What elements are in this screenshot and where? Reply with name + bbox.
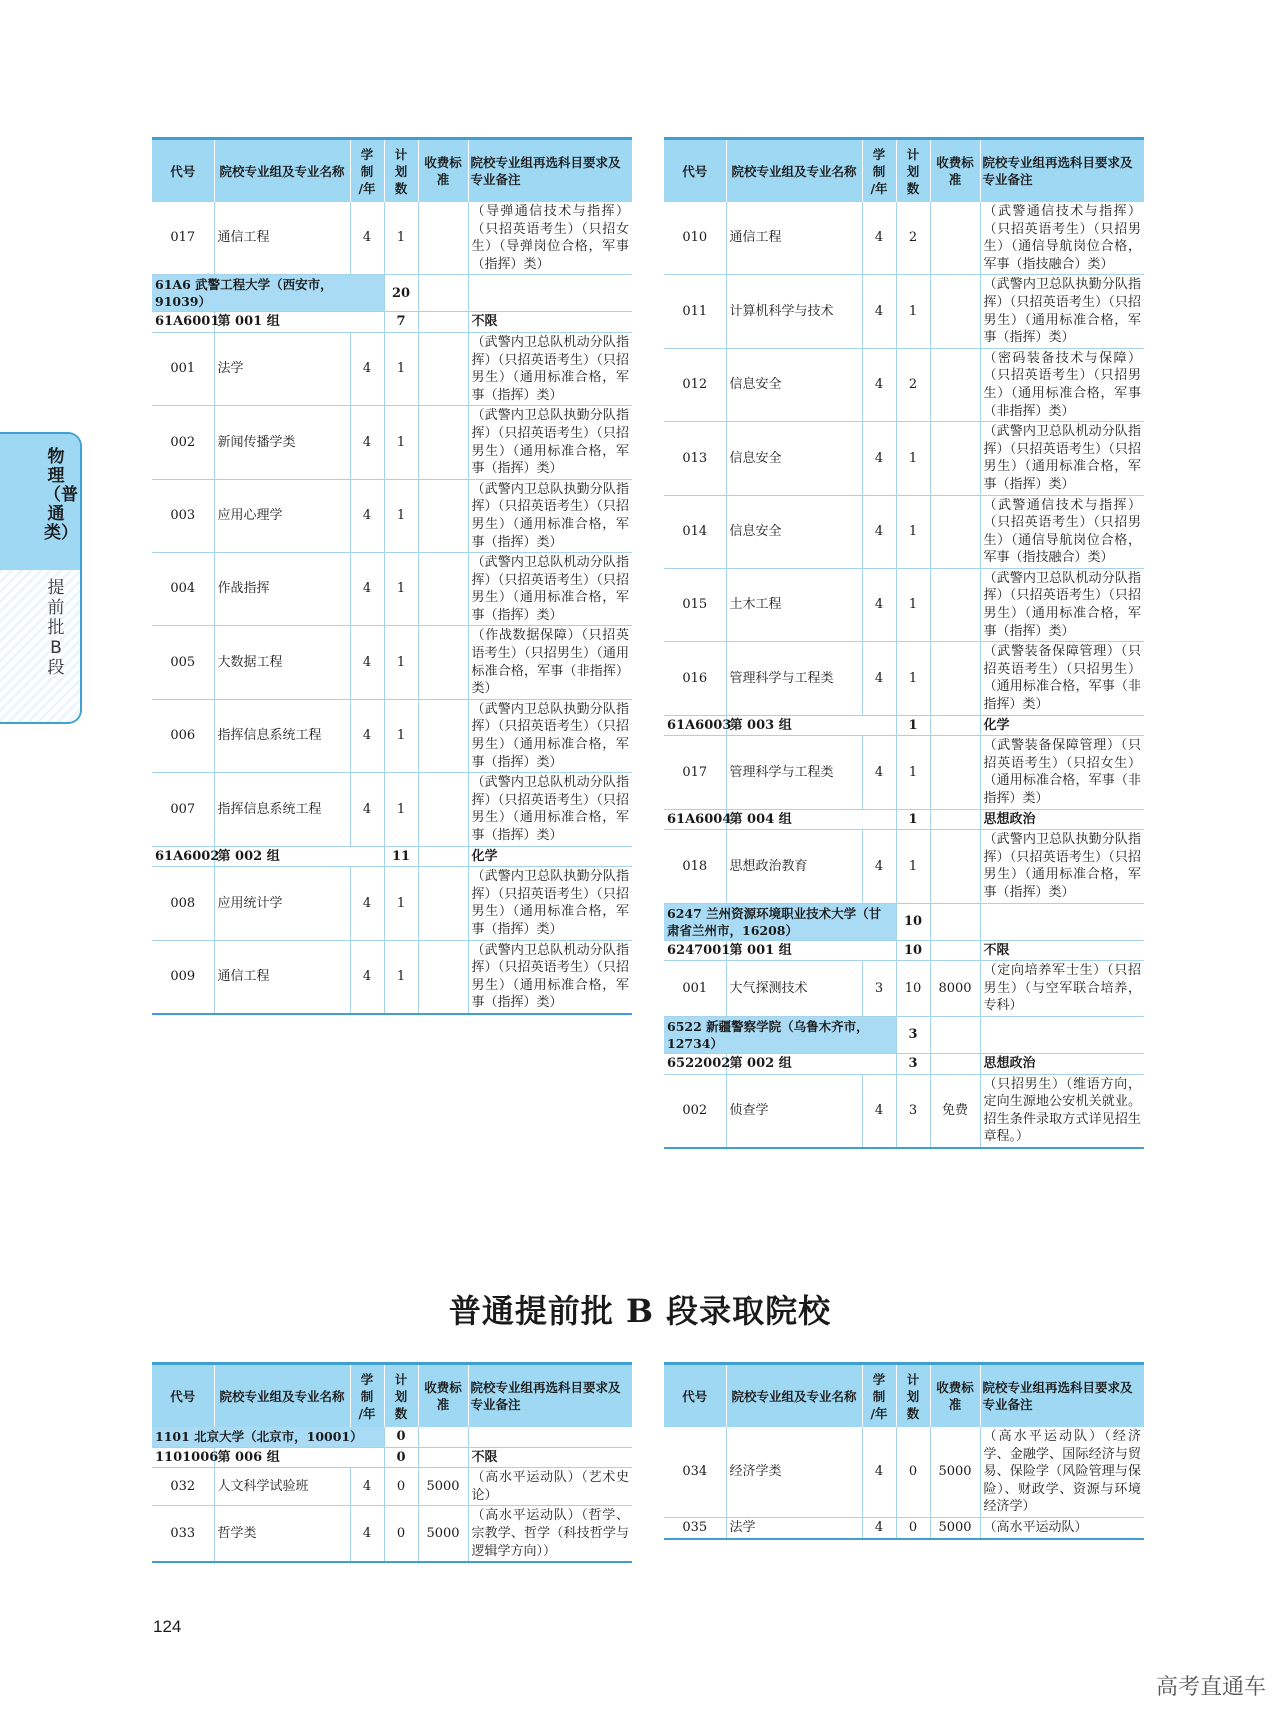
major-code: 035 xyxy=(664,1517,726,1538)
major-fee: 5000 xyxy=(418,1506,468,1562)
major-years: 4 xyxy=(862,495,896,568)
major-years: 4 xyxy=(350,1468,384,1506)
major-row xyxy=(152,699,632,772)
major-row xyxy=(152,479,632,552)
major-plan: 1 xyxy=(384,867,418,940)
university-row xyxy=(664,903,1144,940)
university-fee xyxy=(418,275,468,312)
major-row xyxy=(664,1517,1144,1538)
major-plan: 0 xyxy=(896,1427,930,1517)
major-years: 4 xyxy=(350,940,384,1014)
major-fee xyxy=(930,202,980,275)
group-subject: 不限 xyxy=(468,312,632,333)
major-fee xyxy=(930,348,980,421)
group-name: 第 006 组 xyxy=(214,1447,384,1468)
major-code: 017 xyxy=(664,736,726,809)
major-row xyxy=(664,348,1144,421)
major-plan: 1 xyxy=(896,495,930,568)
major-name: 侦查学 xyxy=(726,1074,862,1148)
group-fee xyxy=(930,715,980,736)
side-tab-category: 物理（普通类） xyxy=(44,447,78,543)
major-code: 014 xyxy=(664,495,726,568)
major-code: 004 xyxy=(152,553,214,626)
group-code: 61A6002 xyxy=(152,846,214,867)
major-name: 信息安全 xyxy=(726,495,862,568)
major-name: 人文科学试验班 xyxy=(214,1468,350,1506)
major-fee xyxy=(418,202,468,275)
header-plan: 计 划 数 xyxy=(896,1364,930,1428)
group-plan: 11 xyxy=(384,846,418,867)
major-code: 013 xyxy=(664,422,726,495)
major-code: 034 xyxy=(664,1427,726,1517)
group-fee xyxy=(418,312,468,333)
table-bottom-left xyxy=(152,1362,632,1563)
major-fee xyxy=(418,773,468,846)
watermark: 高考直通车 xyxy=(1155,1675,1266,1700)
major-note: （武警内卫总队机动分队指挥）（只招英语考生）（只招男生）（通用标准合格，军事（指挥）类） xyxy=(468,553,632,626)
major-fee xyxy=(930,495,980,568)
group-code: 61A6001 xyxy=(152,312,214,333)
major-row xyxy=(152,1468,632,1506)
major-code: 005 xyxy=(152,626,214,699)
major-note: （武警内卫总队机动分队指挥）（只招英语考生）（只招男生）（通用标准合格，军事（指挥）类） xyxy=(980,568,1144,641)
major-row xyxy=(152,553,632,626)
header-fee: 收费标准 xyxy=(930,139,980,203)
group-name: 第 001 组 xyxy=(726,940,896,961)
major-note: （武警内卫总队机动分队指挥）（只招英语考生）（只招男生）（通用标准合格，军事（指挥）类） xyxy=(468,940,632,1014)
group-subject: 不限 xyxy=(468,1447,632,1468)
major-plan: 1 xyxy=(384,332,418,405)
group-plan: 7 xyxy=(384,312,418,333)
header-code: 代号 xyxy=(664,139,726,203)
group-code: 6522002 xyxy=(664,1053,726,1074)
group-code: 6247001 xyxy=(664,940,726,961)
major-name: 计算机科学与技术 xyxy=(726,275,862,348)
major-code: 008 xyxy=(152,867,214,940)
header-code: 代号 xyxy=(664,1364,726,1428)
major-code: 001 xyxy=(664,961,726,1017)
header-fee: 收费标准 xyxy=(418,1364,468,1428)
major-code: 015 xyxy=(664,568,726,641)
major-fee xyxy=(418,699,468,772)
university-name: 61A6 武警工程大学（西安市，91039） xyxy=(152,275,384,312)
university-fee xyxy=(930,1016,980,1053)
group-row xyxy=(664,1053,1144,1074)
major-fee: 5000 xyxy=(930,1517,980,1538)
major-plan: 1 xyxy=(384,773,418,846)
header-note: 院校专业组再选科目要求及专业备注 xyxy=(980,139,1144,203)
university-row xyxy=(152,275,632,312)
header-name: 院校专业组及专业名称 xyxy=(726,139,862,203)
major-note: （武警内卫总队机动分队指挥）（只招英语考生）（只招男生）（通用标准合格，军事（指挥）类） xyxy=(980,422,1144,495)
major-years: 4 xyxy=(862,830,896,903)
major-plan: 1 xyxy=(896,568,930,641)
major-years: 4 xyxy=(862,642,896,715)
group-name: 第 002 组 xyxy=(214,846,384,867)
group-name: 第 003 组 xyxy=(726,715,896,736)
header-note: 院校专业组再选科目要求及专业备注 xyxy=(980,1364,1144,1428)
major-fee: 8000 xyxy=(930,961,980,1017)
header-name: 院校专业组及专业名称 xyxy=(726,1364,862,1428)
major-row xyxy=(152,940,632,1014)
major-years: 3 xyxy=(862,961,896,1017)
major-fee xyxy=(930,422,980,495)
table-top-left xyxy=(152,137,632,1015)
group-fee xyxy=(418,846,468,867)
major-name: 大数据工程 xyxy=(214,626,350,699)
major-row xyxy=(664,568,1144,641)
group-plan: 0 xyxy=(384,1447,418,1468)
university-plan: 20 xyxy=(384,275,418,312)
major-fee xyxy=(418,332,468,405)
group-fee xyxy=(930,809,980,830)
header-row xyxy=(152,1364,632,1428)
major-name: 法学 xyxy=(726,1517,862,1538)
major-plan: 1 xyxy=(896,830,930,903)
major-plan: 1 xyxy=(384,626,418,699)
major-code: 010 xyxy=(664,202,726,275)
header-years: 学 制 /年 xyxy=(862,139,896,203)
major-note: （武警装备保障管理）（只招英语考生）（只招男生）（通用标准合格，军事（非指挥）类） xyxy=(980,642,1144,715)
major-code: 017 xyxy=(152,202,214,275)
major-years: 4 xyxy=(350,202,384,275)
group-plan: 3 xyxy=(896,1053,930,1074)
major-code: 007 xyxy=(152,773,214,846)
major-code: 033 xyxy=(152,1506,214,1562)
major-name: 经济学类 xyxy=(726,1427,862,1517)
major-row xyxy=(152,867,632,940)
group-row xyxy=(152,846,632,867)
major-fee xyxy=(418,553,468,626)
major-years: 4 xyxy=(862,568,896,641)
major-row xyxy=(664,642,1144,715)
major-note: （高水平运动队）（艺术史论） xyxy=(468,1468,632,1506)
major-row xyxy=(664,275,1144,348)
major-note: （只招男生）（维语方向，定向生源地公安机关就业。招生条件录取方式详见招生章程。） xyxy=(980,1074,1144,1148)
major-note: （武警内卫总队执勤分队指挥）（只招英语考生）（只招男生）（通用标准合格，军事（指挥）类） xyxy=(980,830,1144,903)
group-subject: 思想政治 xyxy=(980,1053,1144,1074)
university-note xyxy=(468,1427,632,1447)
header-note: 院校专业组再选科目要求及专业备注 xyxy=(468,1364,632,1428)
major-years: 4 xyxy=(862,1427,896,1517)
major-name: 通信工程 xyxy=(214,202,350,275)
group-row xyxy=(664,715,1144,736)
major-fee xyxy=(418,867,468,940)
group-name: 第 001 组 xyxy=(214,312,384,333)
major-years: 4 xyxy=(862,736,896,809)
major-row xyxy=(664,422,1144,495)
major-plan: 1 xyxy=(384,202,418,275)
header-row xyxy=(664,139,1144,203)
major-fee xyxy=(418,479,468,552)
table-bottom-right xyxy=(664,1362,1144,1540)
group-name: 第 002 组 xyxy=(726,1053,896,1074)
university-plan: 0 xyxy=(384,1427,418,1447)
group-plan: 1 xyxy=(896,809,930,830)
group-fee xyxy=(418,1447,468,1468)
major-row xyxy=(664,1427,1144,1517)
major-years: 4 xyxy=(862,1517,896,1538)
header-row xyxy=(664,1364,1144,1428)
major-row xyxy=(152,1506,632,1562)
group-subject: 不限 xyxy=(980,940,1144,961)
major-name: 新闻传播学类 xyxy=(214,406,350,479)
major-plan: 1 xyxy=(896,275,930,348)
major-note: （高水平运动队） xyxy=(980,1517,1144,1538)
major-note: （武警内卫总队机动分队指挥）（只招英语考生）（只招男生）（通用标准合格，军事（指挥）类） xyxy=(468,773,632,846)
major-code: 006 xyxy=(152,699,214,772)
major-fee xyxy=(418,940,468,1014)
major-years: 4 xyxy=(350,626,384,699)
major-plan: 0 xyxy=(896,1517,930,1538)
major-name: 哲学类 xyxy=(214,1506,350,1562)
major-note: （武警内卫总队执勤分队指挥）（只招英语考生）（只招男生）（通用标准合格，军事（指挥）类） xyxy=(468,479,632,552)
major-name: 大气探测技术 xyxy=(726,961,862,1017)
major-plan: 2 xyxy=(896,348,930,421)
major-code: 002 xyxy=(152,406,214,479)
major-plan: 1 xyxy=(896,422,930,495)
major-row xyxy=(664,495,1144,568)
major-plan: 0 xyxy=(384,1468,418,1506)
major-note: （武警内卫总队执勤分队指挥）（只招英语考生）（只招男生）（通用标准合格，军事（指挥）类） xyxy=(468,867,632,940)
header-name: 院校专业组及专业名称 xyxy=(214,1364,350,1428)
university-name: 6247 兰州资源环境职业技术大学（甘肃省兰州市，16208） xyxy=(664,903,896,940)
major-years: 4 xyxy=(862,1074,896,1148)
major-plan: 1 xyxy=(384,940,418,1014)
university-note xyxy=(980,1016,1144,1053)
university-name: 1101 北京大学（北京市，10001） xyxy=(152,1427,384,1447)
university-plan: 3 xyxy=(896,1016,930,1053)
major-name: 应用统计学 xyxy=(214,867,350,940)
major-plan: 1 xyxy=(384,553,418,626)
major-plan: 1 xyxy=(384,406,418,479)
major-note: （武警内卫总队执勤分队指挥）（只招英语考生）（只招男生）（通用标准合格，军事（指挥）类） xyxy=(468,699,632,772)
major-plan: 1 xyxy=(896,736,930,809)
header-name: 院校专业组及专业名称 xyxy=(214,139,350,203)
university-note xyxy=(980,903,1144,940)
major-years: 4 xyxy=(350,406,384,479)
major-note: （作战数据保障）（只招英语考生）（只招男生）（通用标准合格，军事（非指挥）类） xyxy=(468,626,632,699)
major-years: 4 xyxy=(350,1506,384,1562)
major-fee xyxy=(930,275,980,348)
major-name: 思想政治教育 xyxy=(726,830,862,903)
major-note: （定向培养军士生）（只招男生）（与空军联合培养，专科） xyxy=(980,961,1144,1017)
major-years: 4 xyxy=(862,275,896,348)
major-note: （导弹通信技术与指挥）（只招英语考生）（只招女生）（导弹岗位合格，军事（指挥）类） xyxy=(468,202,632,275)
major-row xyxy=(152,626,632,699)
header-fee: 收费标准 xyxy=(418,139,468,203)
major-name: 信息安全 xyxy=(726,348,862,421)
major-row xyxy=(664,736,1144,809)
major-row xyxy=(152,332,632,405)
page-number: 124 xyxy=(153,1617,182,1636)
major-fee xyxy=(418,406,468,479)
header-years: 学 制 /年 xyxy=(350,1364,384,1428)
major-code: 002 xyxy=(664,1074,726,1148)
major-code: 032 xyxy=(152,1468,214,1506)
major-years: 4 xyxy=(862,348,896,421)
university-row xyxy=(152,1427,632,1447)
group-row xyxy=(664,940,1144,961)
major-note: （武警内卫总队执勤分队指挥）（只招英语考生）（只招男生）（通用标准合格，军事（指挥）类） xyxy=(468,406,632,479)
major-years: 4 xyxy=(350,479,384,552)
major-note: （武警装备保障管理）（只招英语考生）（只招女生）（通用标准合格，军事（非指挥）类） xyxy=(980,736,1144,809)
header-code: 代号 xyxy=(152,139,214,203)
major-row xyxy=(664,202,1144,275)
major-row xyxy=(664,961,1144,1017)
group-fee xyxy=(930,940,980,961)
major-note: （高水平运动队）（经济学、金融学、国际经济与贸易、保险学（风险管理与保险）、财政学、资源与环境经济学） xyxy=(980,1427,1144,1517)
group-fee xyxy=(930,1053,980,1074)
group-row xyxy=(152,1447,632,1468)
major-name: 管理科学与工程类 xyxy=(726,736,862,809)
group-code: 61A6003 xyxy=(664,715,726,736)
major-plan: 1 xyxy=(384,479,418,552)
header-code: 代号 xyxy=(152,1364,214,1428)
header-plan: 计 划 数 xyxy=(384,139,418,203)
group-plan: 1 xyxy=(896,715,930,736)
group-code: 1101006 xyxy=(152,1447,214,1468)
major-years: 4 xyxy=(350,773,384,846)
major-note: （武警通信技术与指挥）（只招英语考生）（只招男生）（通信导航岗位合格，军事（指技融合）类） xyxy=(980,202,1144,275)
major-code: 011 xyxy=(664,275,726,348)
header-years: 学 制 /年 xyxy=(350,139,384,203)
group-subject: 化学 xyxy=(468,846,632,867)
group-plan: 10 xyxy=(896,940,930,961)
header-years: 学 制 /年 xyxy=(862,1364,896,1428)
university-note xyxy=(468,275,632,312)
major-fee xyxy=(930,642,980,715)
major-note: （高水平运动队）（哲学、宗教学、哲学（科技哲学与逻辑学方向）） xyxy=(468,1506,632,1562)
header-fee: 收费标准 xyxy=(930,1364,980,1428)
major-plan: 3 xyxy=(896,1074,930,1148)
header-row xyxy=(152,139,632,203)
side-tab-lower xyxy=(0,570,80,722)
major-years: 4 xyxy=(862,202,896,275)
group-subject: 思想政治 xyxy=(980,809,1144,830)
major-fee: 5000 xyxy=(418,1468,468,1506)
major-row xyxy=(152,202,632,275)
major-plan: 10 xyxy=(896,961,930,1017)
major-name: 应用心理学 xyxy=(214,479,350,552)
major-plan: 0 xyxy=(384,1506,418,1562)
major-fee xyxy=(418,626,468,699)
major-name: 通信工程 xyxy=(726,202,862,275)
major-fee xyxy=(930,830,980,903)
major-fee: 免费 xyxy=(930,1074,980,1148)
header-note: 院校专业组再选科目要求及专业备注 xyxy=(468,139,632,203)
major-name: 作战指挥 xyxy=(214,553,350,626)
university-fee xyxy=(418,1427,468,1447)
major-fee xyxy=(930,736,980,809)
major-name: 法学 xyxy=(214,332,350,405)
table-top-right xyxy=(664,137,1144,1149)
side-tab xyxy=(0,432,82,724)
major-note: （武警通信技术与指挥）（只招英语考生）（只招男生）（通信导航岗位合格，军事（指技融合）类） xyxy=(980,495,1144,568)
major-years: 4 xyxy=(350,867,384,940)
major-years: 4 xyxy=(862,422,896,495)
major-plan: 1 xyxy=(384,699,418,772)
major-name: 指挥信息系统工程 xyxy=(214,773,350,846)
group-subject: 化学 xyxy=(980,715,1144,736)
major-note: （密码装备技术与保障）（只招英语考生）（只招男生）（通用标准合格，军事（非指挥）类） xyxy=(980,348,1144,421)
major-code: 018 xyxy=(664,830,726,903)
major-note: （武警内卫总队机动分队指挥）（只招英语考生）（只招男生）（通用标准合格，军事（指挥）类） xyxy=(468,332,632,405)
major-code: 003 xyxy=(152,479,214,552)
university-plan: 10 xyxy=(896,903,930,940)
group-row xyxy=(152,312,632,333)
major-name: 通信工程 xyxy=(214,940,350,1014)
major-row xyxy=(664,830,1144,903)
university-row xyxy=(664,1016,1144,1053)
major-code: 016 xyxy=(664,642,726,715)
major-years: 4 xyxy=(350,699,384,772)
group-row xyxy=(664,809,1144,830)
major-plan: 1 xyxy=(896,642,930,715)
major-name: 土木工程 xyxy=(726,568,862,641)
major-fee xyxy=(930,568,980,641)
major-code: 009 xyxy=(152,940,214,1014)
major-code: 001 xyxy=(152,332,214,405)
major-fee: 5000 xyxy=(930,1427,980,1517)
group-code: 61A6004 xyxy=(664,809,726,830)
major-note: （武警内卫总队执勤分队指挥）（只招英语考生）（只招男生）（通用标准合格，军事（指挥）类） xyxy=(980,275,1144,348)
major-plan: 2 xyxy=(896,202,930,275)
major-name: 信息安全 xyxy=(726,422,862,495)
side-tab-batch: 提前批B段 xyxy=(47,578,65,678)
major-years: 4 xyxy=(350,553,384,626)
header-plan: 计 划 数 xyxy=(384,1364,418,1428)
major-name: 管理科学与工程类 xyxy=(726,642,862,715)
group-name: 第 004 组 xyxy=(726,809,896,830)
major-row xyxy=(152,406,632,479)
header-plan: 计 划 数 xyxy=(896,139,930,203)
major-years: 4 xyxy=(350,332,384,405)
university-fee xyxy=(930,903,980,940)
major-row xyxy=(664,1074,1144,1148)
university-name: 6522 新疆警察学院（乌鲁木齐市，12734） xyxy=(664,1016,896,1053)
major-name: 指挥信息系统工程 xyxy=(214,699,350,772)
section-title: 普通提前批 B 段录取院校 xyxy=(448,1292,832,1330)
major-code: 012 xyxy=(664,348,726,421)
major-row xyxy=(152,773,632,846)
